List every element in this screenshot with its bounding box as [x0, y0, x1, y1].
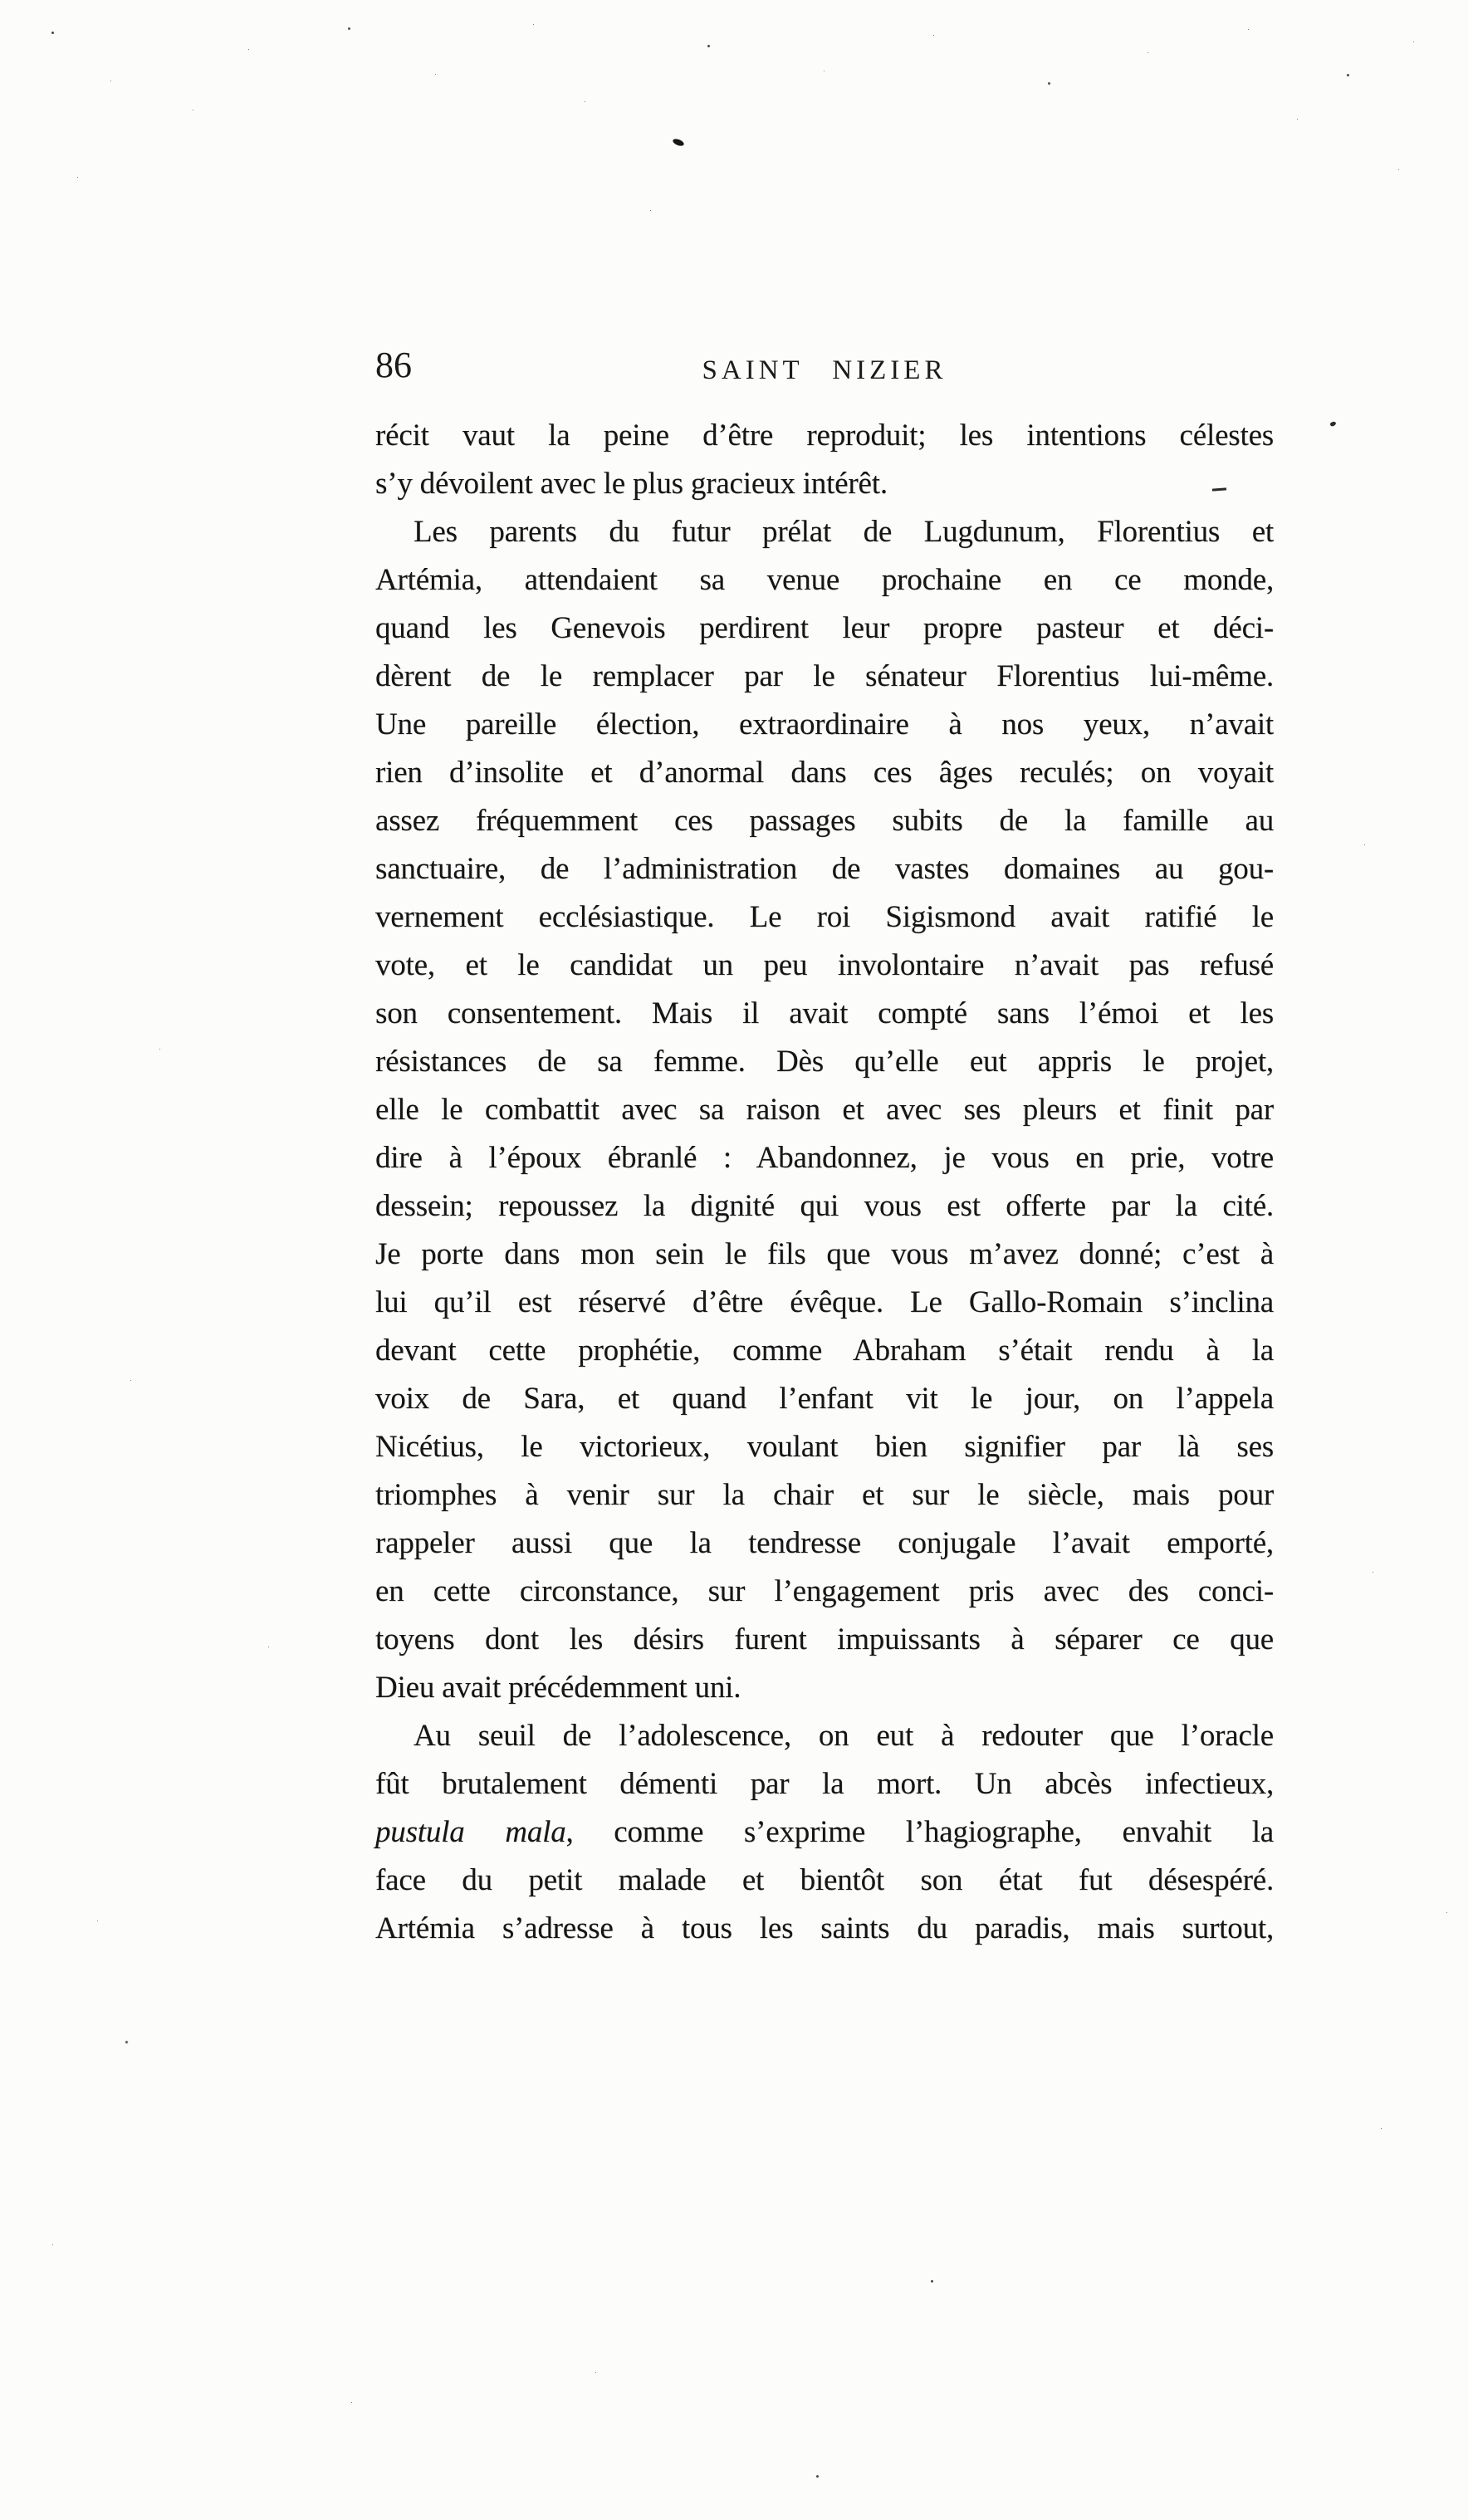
text-line: elle le combattit avec sa raison et avec ses pleurs et finit par	[375, 1093, 1274, 1127]
text-line: rappeler aussi que la tendresse conjugale l’avait emporté,	[375, 1526, 1274, 1560]
latin-phrase: pustula mala	[375, 1815, 566, 1849]
text-line: fût brutalement démenti par la mort. Un abcès infectieux,	[375, 1767, 1274, 1801]
text-line: vernement ecclésiastique. Le roi Sigismond avait ratifié le	[375, 900, 1274, 934]
text-line: triomphes à venir sur la chair et sur le siècle, mais pour	[375, 1478, 1274, 1512]
text-line: en cette circonstance, sur l’engagement pris avec des conci-	[375, 1574, 1274, 1608]
text-line: voix de Sara, et quand l’enfant vit le jour, on l’appela	[375, 1382, 1274, 1416]
text-line: résistances de sa femme. Dès qu’elle eut appris le projet,	[375, 1045, 1274, 1079]
text-line: Les parents du futur prélat de Lugdunum, Florentius et	[413, 515, 1274, 549]
text-line: Au seuil de l’adolescence, on eut à redouter que l’oracle	[413, 1719, 1274, 1753]
text-line: dire à l’époux ébranlé : Abandonnez, je vous en prie, votre	[375, 1141, 1274, 1175]
text-line: face du petit malade et bientôt son état fut désespéré.	[375, 1863, 1274, 1897]
text-line: toyens dont les désirs furent impuissants à séparer ce que	[375, 1622, 1274, 1656]
text-column	[375, 412, 1274, 1953]
text-line-rest: , comme s’exprime l’hagiographe, envahit la	[565, 1815, 1275, 1849]
text-line: Artémia s’adresse à tous les saints du paradis, mais surtout,	[375, 1911, 1274, 1945]
text-line: lui qu’il est réservé d’être évêque. Le Gallo-Romain s’inclina	[375, 1285, 1274, 1319]
text-line: récit vaut la peine d’être reproduit; les intentions célestes	[375, 418, 1274, 453]
text-line: son consentement. Mais il avait compté sans l’émoi et les	[375, 996, 1274, 1030]
text-line: Une pareille élection, extraordinaire à nos yeux, n’avait	[375, 707, 1274, 741]
text-line: sanctuaire, de l’administration de vastes domaines au gou-	[375, 852, 1274, 886]
page-number: 86	[375, 345, 412, 385]
text-line: s’y dévoilent avec le plus gracieux intérêt.	[375, 467, 888, 501]
text-line: vote, et le candidat un peu involontaire n’avait pas refusé	[375, 948, 1274, 982]
text-line	[375, 1808, 1274, 1857]
text-line: Dieu avait précédemment uni.	[375, 1671, 741, 1705]
text-line: dessein; repoussez la dignité qui vous est offerte par la cité.	[375, 1189, 1274, 1223]
scan-margin-speck	[1329, 421, 1337, 428]
scan-ink-blob	[672, 138, 685, 148]
text-line: dèrent de le remplacer par le sénateur Florentius lui-même.	[375, 659, 1274, 693]
running-title: SAINT NIZIER	[702, 355, 947, 385]
text-line: devant cette prophétie, comme Abraham s’était rendu à la	[375, 1333, 1274, 1368]
text-line: Je porte dans mon sein le fils que vous m’avez donné; c’est à	[375, 1237, 1274, 1271]
text-line: assez fréquemment ces passages subits de la famille au	[375, 804, 1274, 838]
text-line: Nicétius, le victorieux, voulant bien signifier par là ses	[375, 1430, 1274, 1464]
text-line: quand les Genevois perdirent leur propre pasteur et déci-	[375, 611, 1274, 645]
text-line: Artémia, attendaient sa venue prochaine en ce monde,	[375, 563, 1274, 597]
text-line: rien d’insolite et d’anormal dans ces âges reculés; on voyait	[375, 756, 1274, 790]
scan-noise-dots	[0, 0, 2, 2]
